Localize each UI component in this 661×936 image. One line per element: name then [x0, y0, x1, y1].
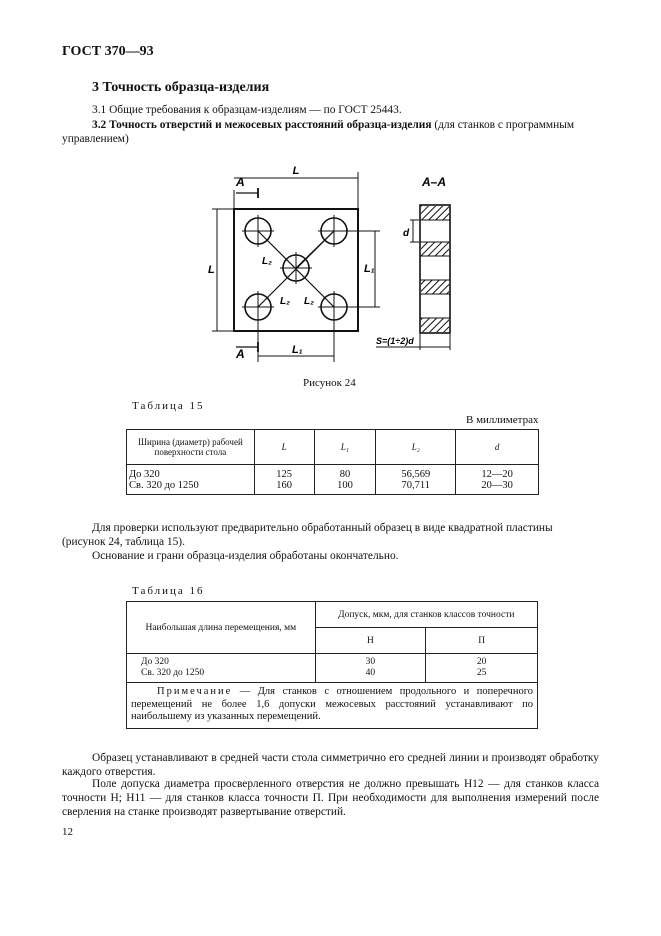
- figure-caption: Рисунок 24: [303, 377, 356, 389]
- t16-r2-P: 25: [476, 668, 487, 678]
- table15-units: В миллиметрах: [466, 414, 539, 426]
- table-16: [126, 601, 538, 729]
- t15-header-L: L: [254, 430, 314, 465]
- note-label: Примечание: [157, 686, 233, 697]
- label-L1-bottom: L₁: [292, 344, 303, 356]
- document-header: ГОСТ 370—93: [62, 44, 154, 59]
- paragraph-4: Поле допуска диаметра просверленного отверстия не должно превышать H12 — для станков класса точности Н; H11 — для станков класса точности П. При необходимости для выполнения измерений после сверления на станке производят развертывание отверстий.: [62, 778, 599, 818]
- label-A-bottom: A: [236, 347, 245, 361]
- label-L-top: L: [292, 165, 300, 177]
- t16-r1-label: До 320: [141, 657, 169, 667]
- t15-r2-L: 160: [276, 480, 293, 491]
- paragraph-3-1: 3.1 Общие требования к образцам-изделиям — по ГОСТ 25443.: [92, 104, 402, 116]
- paragraph-3-2: [92, 118, 602, 132]
- label-S: S=(1÷2)d: [376, 336, 414, 346]
- t15-header-L1: L₁: [314, 430, 376, 465]
- figure-24-drawing: [200, 158, 470, 368]
- t16-r2-N: 40: [365, 668, 376, 678]
- page-number: 12: [62, 826, 73, 838]
- t15-r2-L2: 70,711: [401, 480, 431, 491]
- t16-r1-P: 20: [476, 657, 487, 667]
- t16-r2-label: Св. 320 до 1250: [141, 668, 205, 678]
- t15-r1-label: До 320: [129, 469, 160, 480]
- paragraph-2: Основание и грани образца-изделия обработаны окончательно.: [92, 550, 399, 562]
- t16-header-travel: Наибольшая длина перемещения, мм: [127, 602, 316, 654]
- paragraph-1: Для проверки используют предварительно обработанный образец в виде квадратной пластины: [92, 522, 553, 534]
- section-a-a: [376, 205, 450, 350]
- t15-r2-d: 20—30: [481, 480, 513, 491]
- label-L-left: L: [208, 264, 215, 276]
- t15-r2-L1: 100: [337, 480, 353, 491]
- t15-r1-L: 125: [276, 469, 293, 480]
- table16-caption: Таблица 16: [132, 585, 205, 597]
- table-row: [127, 654, 538, 683]
- paragraph-3-2-heading: 3.2 Точность отверстий и межосевых расстояний образца-изделия: [92, 119, 432, 131]
- label-L2-c: L₂: [304, 296, 314, 307]
- t16-r1-N: 30: [365, 657, 376, 667]
- t15-header-d: d: [456, 430, 539, 465]
- t16-subheader-P: П: [426, 628, 538, 654]
- t16-subheader-N: Н: [315, 628, 426, 654]
- t15-r1-L1: 80: [339, 469, 351, 480]
- section-title: 3 Точность образца-изделия: [92, 80, 270, 95]
- note-text: — Для станков с отношением продольного и поперечного перемещений не более 1,6 допуски межосевых расстояний устанавливают по наибольшему из указанных перемещений.: [131, 686, 533, 722]
- t16-header-tolerance: Допуск, мкм, для станков классов точности: [315, 602, 537, 628]
- label-section: A–A: [422, 175, 447, 189]
- table16-note: [131, 686, 533, 724]
- table-15: [126, 429, 539, 495]
- t15-r2-label: Св. 320 до 1250: [129, 480, 199, 491]
- paragraph-1-cont: (рисунок 24, таблица 15).: [62, 536, 185, 548]
- t15-r1-L2: 56,569: [401, 469, 431, 480]
- t15-header-L2: L₂: [376, 430, 456, 465]
- t15-header-width: Ширина (диаметр) рабочей поверхности стола: [127, 430, 255, 465]
- label-d: d: [403, 228, 410, 239]
- table15-caption: Таблица 15: [132, 400, 205, 412]
- label-L1-right: L₁: [364, 263, 375, 275]
- paragraph-3: Образец устанавливают в средней части стола симметрично его средней линии и производят обработку каждого отверстия.: [62, 752, 599, 778]
- paragraph-3-2-text: (для станков с программным: [431, 119, 575, 131]
- table-row: [127, 465, 539, 495]
- label-L2-b: L₂: [280, 296, 290, 307]
- t15-r1-d: 12—20: [481, 469, 513, 480]
- label-L2-a: L₂: [262, 256, 272, 267]
- paragraph-3-2-cont: управлением): [62, 133, 129, 145]
- label-A-top: A: [236, 175, 245, 189]
